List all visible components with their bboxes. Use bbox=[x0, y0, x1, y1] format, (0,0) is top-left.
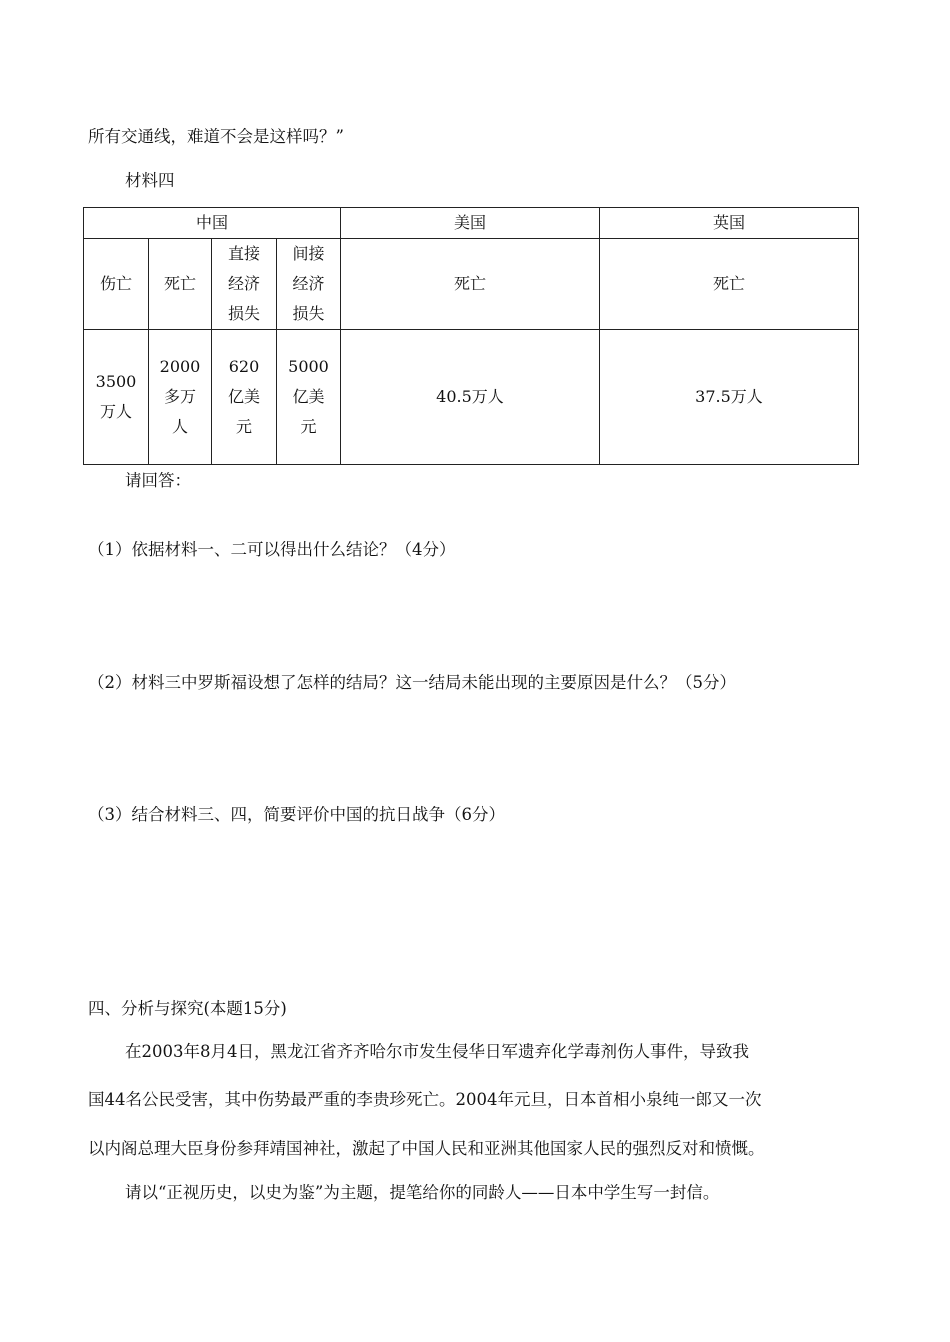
sub-usa-deaths: 死亡 bbox=[341, 239, 600, 330]
paragraph-line-1: 在2003年8月4日，黑龙江省齐齐哈尔市发生侵华日军遗弃化学毒剂伤人事件，导致我 bbox=[125, 1042, 749, 1061]
question-3: （3）结合材料三、四，简要评价中国的抗日战争（6分） bbox=[88, 805, 505, 824]
val-deaths: 2000 多万 人 bbox=[149, 330, 212, 465]
table-value-row bbox=[84, 330, 859, 465]
sub-uk-deaths: 死亡 bbox=[600, 239, 859, 330]
sub-deaths: 死亡 bbox=[149, 239, 212, 330]
table-subheader-row bbox=[84, 239, 859, 330]
task-line: 请以“正视历史，以史为鉴”为主题，提笔给你的同龄人——日本中学生写一封信。 bbox=[125, 1183, 720, 1202]
val-uk-deaths: 37.5万人 bbox=[600, 330, 859, 465]
header-uk: 英国 bbox=[600, 208, 859, 239]
material-label: 材料四 bbox=[125, 171, 175, 190]
sub-indirect-loss: 间接 经济 损失 bbox=[277, 239, 341, 330]
val-casualties: 3500 万人 bbox=[84, 330, 149, 465]
paragraph-line-2: 国44名公民受害，其中伤势最严重的李贵珍死亡。2004年元旦，日本首相小泉纯一郎又一次 bbox=[88, 1090, 762, 1109]
header-usa: 美国 bbox=[341, 208, 600, 239]
statistics-table bbox=[83, 207, 859, 465]
question-2: （2）材料三中罗斯福设想了怎样的结局？这一结局未能出现的主要原因是什么？（5分） bbox=[88, 673, 736, 692]
header-china: 中国 bbox=[84, 208, 341, 239]
answer-prompt: 请回答： bbox=[125, 471, 191, 490]
val-usa-deaths: 40.5万人 bbox=[341, 330, 600, 465]
table-header-row bbox=[84, 208, 859, 239]
section-title: 四、分析与探究(本题15分) bbox=[88, 999, 287, 1018]
question-1: （1）依据材料一、二可以得出什么结论？（4分） bbox=[88, 540, 456, 559]
paragraph-line-3: 以内阁总理大臣身份参拜靖国神社，激起了中国人民和亚洲其他国家人民的强烈反对和愤慨。 bbox=[88, 1139, 765, 1158]
val-indirect-loss: 5000 亿美 元 bbox=[277, 330, 341, 465]
sub-direct-loss: 直接 经济 损失 bbox=[212, 239, 277, 330]
sub-casualties: 伤亡 bbox=[84, 239, 149, 330]
intro-line: 所有交通线，难道不会是这样吗？” bbox=[88, 127, 344, 146]
val-direct-loss: 620 亿美 元 bbox=[212, 330, 277, 465]
